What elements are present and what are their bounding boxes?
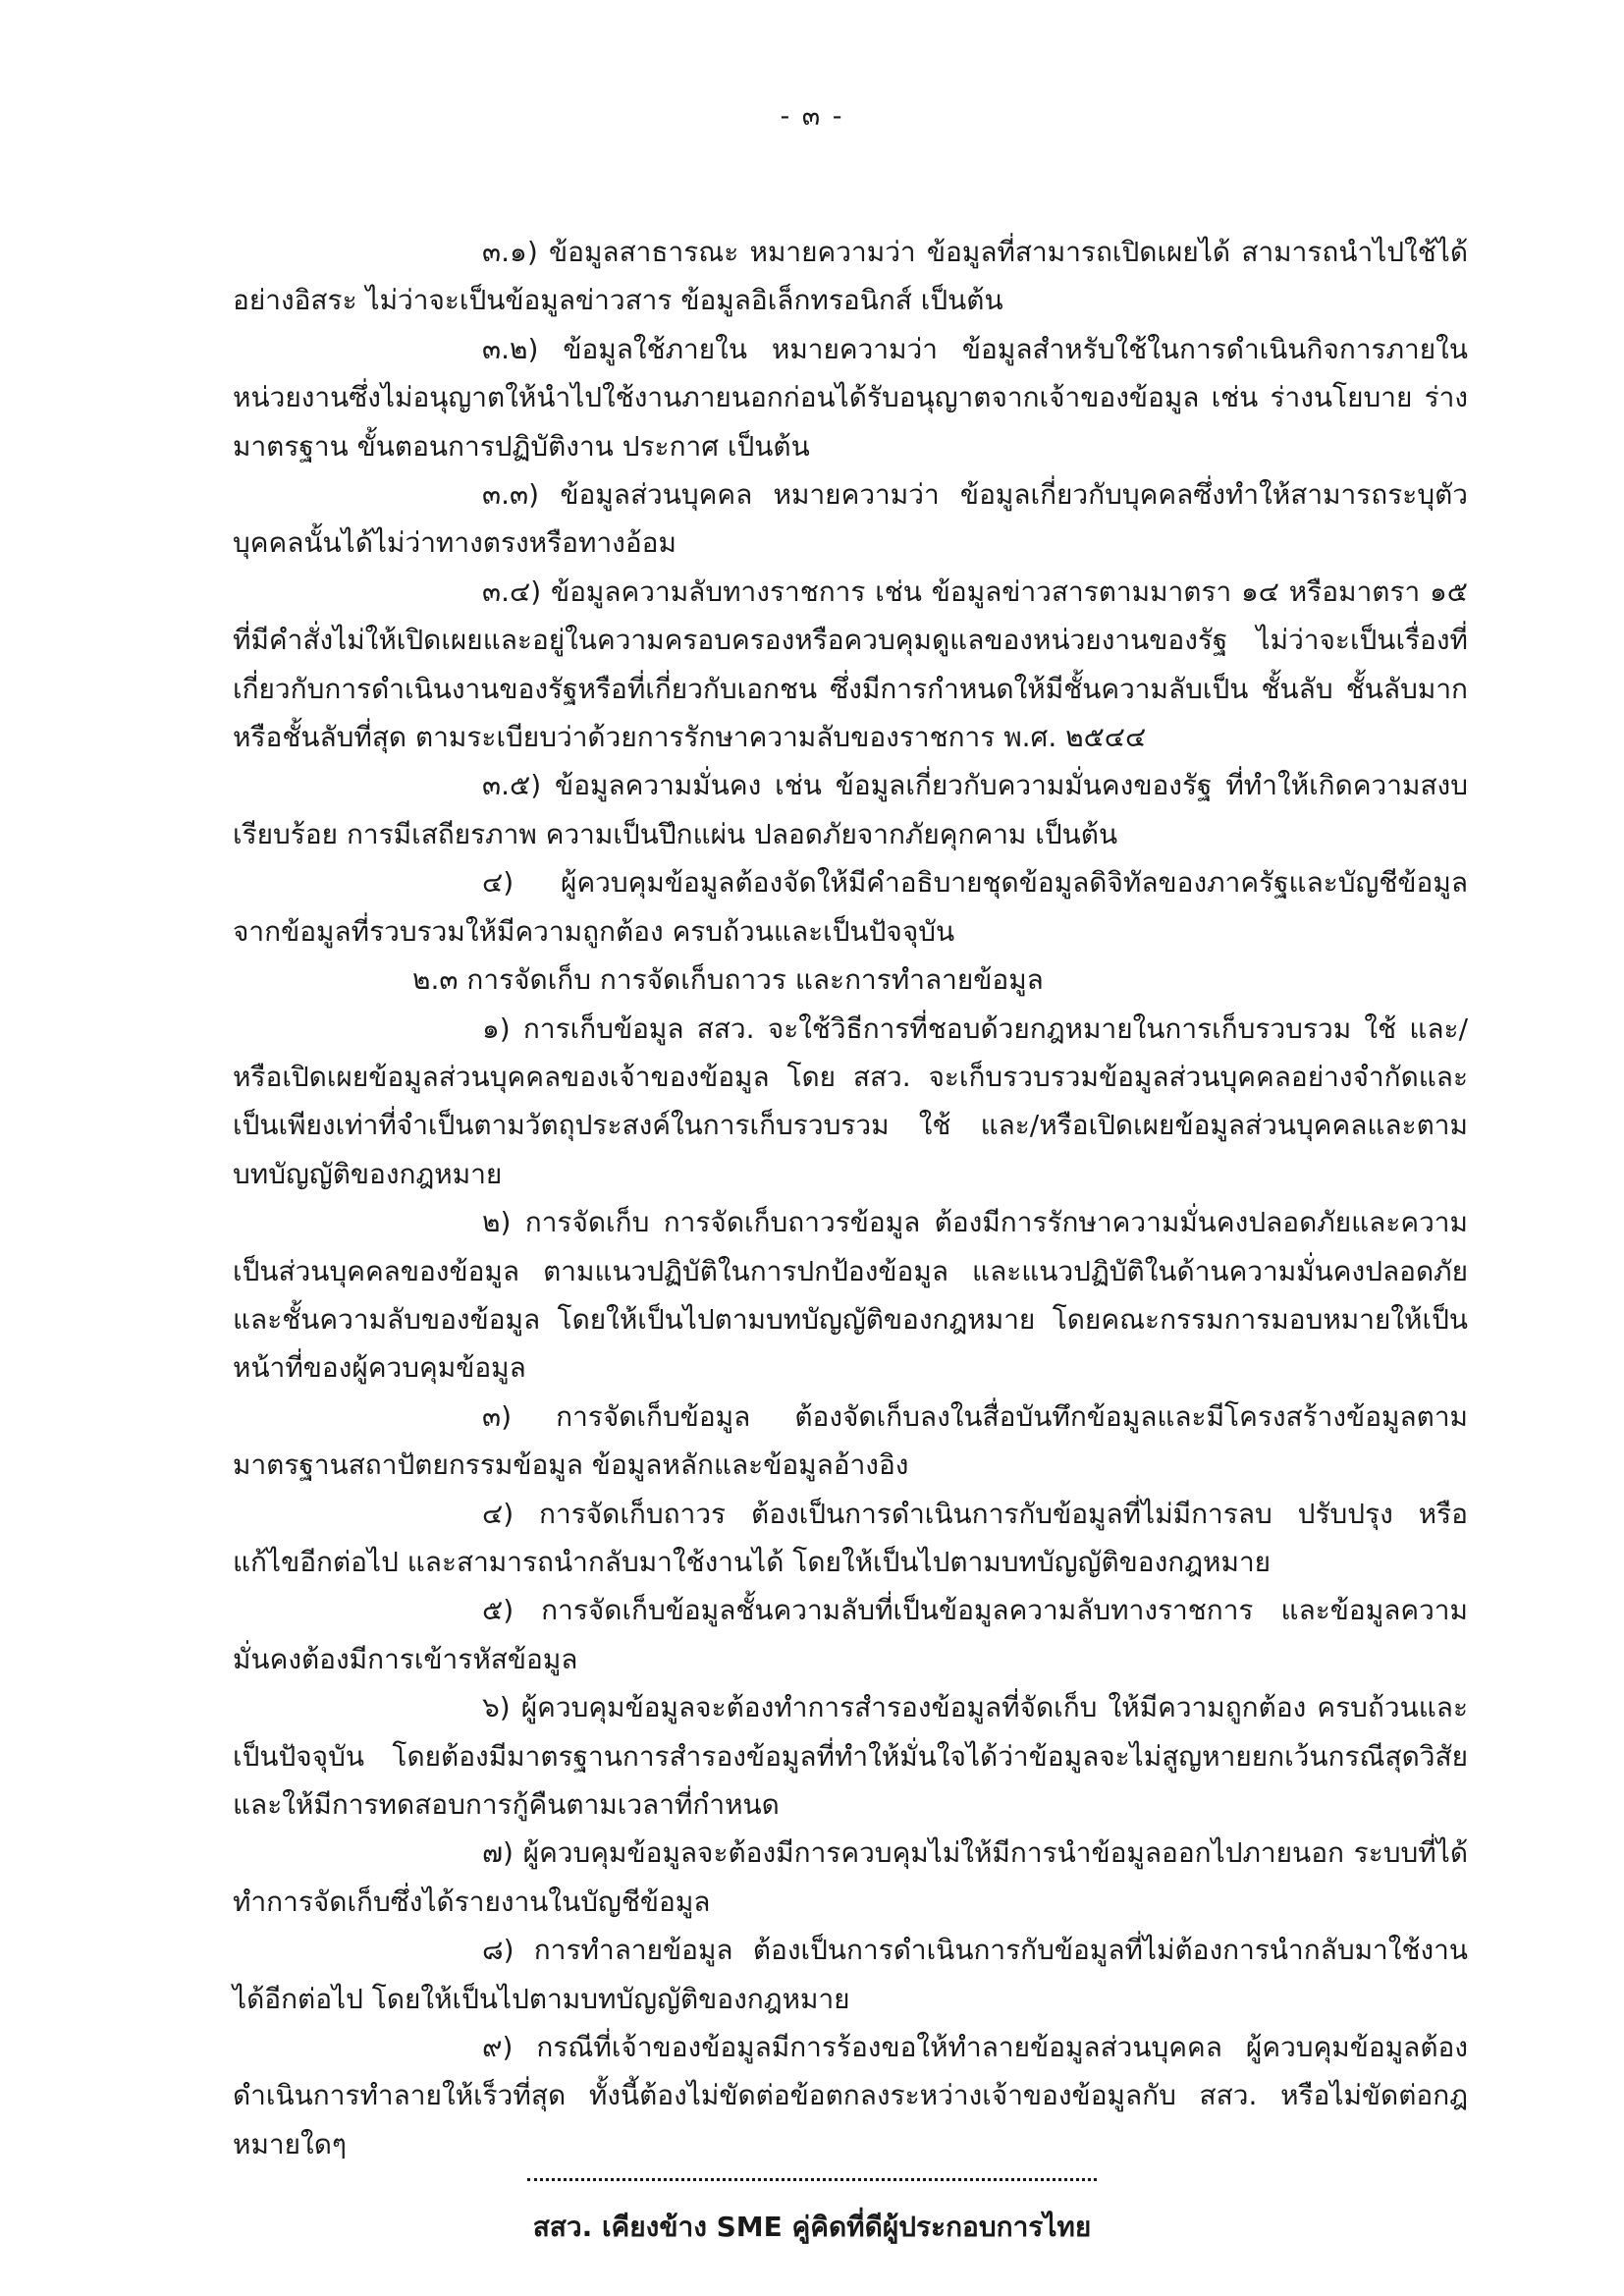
- paragraph-3-1-public-data: ๓.๑) ข้อมูลสาธารณะ หมายความว่า ข้อมูลที่สามารถเปิดเผยได้ สามารถนำไปใช้ได้อย่างอิสระ ไม่ว่าจะเป็นข้อมูลข่าวสาร ข้อมูลอิเล็กทรอนิกส์ เป็นต้น: [233, 236, 1468, 317]
- section-heading-2-3: ๒.๓ การจัดเก็บ การจัดเก็บถาวร และการทำลายข้อมูล: [412, 963, 1044, 997]
- paragraph-storage-9: ๙) กรณีที่เจ้าของข้อมูลมีการร้องขอให้ทำลายข้อมูลส่วนบุคคล ผู้ควบคุมข้อมูลต้องดำเนินการทำลายให้เร็วที่สุด ทั้งนี้ต้องไม่ขัดต่อข้อตกลงระหว่างเจ้าของข้อมูลกับ สสว. หรือไม่ขัดต่อกฎหมายใดๆ: [233, 2031, 1468, 2160]
- paragraph-storage-4: ๔) การจัดเก็บถาวร ต้องเป็นการดำเนินการกับข้อมูลที่ไม่มีการลบ ปรับปรุง หรือแก้ไขอีกต่อไป และสามารถนำกลับมาใช้งานได้ โดยให้เป็นไปตามบทบัญญัติของกฎหมาย: [233, 1497, 1468, 1578]
- paragraph-storage-3: ๓) การจัดเก็บข้อมูล ต้องจัดเก็บลงในสื่อบันทึกข้อมูลและมีโครงสร้างข้อมูลตามมาตรฐานสถาปัตยกรรมข้อมูล ข้อมูลหลักและข้อมูลอ้างอิง: [233, 1399, 1468, 1482]
- paragraph-3-4-classified-data: ๓.๔) ข้อมูลความลับทางราชการ เช่น ข้อมูลข่าวสารตามมาตรา ๑๔ หรือมาตรา ๑๕ ที่มีคำสั่งไม่ให้เปิดเผยและอยู่ในความครอบครองหรือควบคุมดูแลของหน่วยงานของรัฐ ไม่ว่าจะเป็นเรื่องที่เกี่ยวกับการดำเนินงานของรัฐหรือที่เกี่ยวกับเอกชน ซึ่งมีการกำหนดให้มีชั้นความลับเป็น ชั้นลับ ชั้นลับมาก หรือชั้นลับที่สุด ตามระเบียบว่าด้วยการรักษาความลับของราชการ พ.ศ. ๒๕๔๔: [233, 574, 1468, 754]
- paragraph-storage-2: ๒) การจัดเก็บ การจัดเก็บถาวรข้อมูล ต้องมีการรักษาความมั่นคงปลอดภัยและความเป็นส่วนบุคคลของข้อมูล ตามแนวปฏิบัติในการปกป้องข้อมูล และแนวปฏิบัติในด้านความมั่นคงปลอดภัยและชั้นความลับของข้อมูล โดยให้เป็นไปตามบทบัญญัติของกฎหมาย โดยคณะกรรมการมอบหมายให้เป็นหน้าที่ของผู้ควบคุมข้อมูล: [233, 1206, 1468, 1385]
- document-body: [233, 228, 1468, 2168]
- page-number: - ๓ -: [780, 101, 844, 132]
- paragraph-storage-6: ๖) ผู้ควบคุมข้อมูลจะต้องทำการสำรองข้อมูลที่จัดเก็บ ให้มีความถูกต้อง ครบถ้วนและเป็นปัจจุบัน โดยต้องมีมาตรฐานการสำรองข้อมูลที่ทำให้มั่นใจได้ว่าข้อมูลจะไม่สูญหายยกเว้นกรณีสุดวิสัยและให้มีการทดสอบการกู้คืนตามเวลาที่กำหนด: [233, 1691, 1468, 1821]
- paragraph-storage-8: ๘) การทำลายข้อมูล ต้องเป็นการดำเนินการกับข้อมูลที่ไม่ต้องการนำกลับมาใช้งานได้อีกต่อไป โดยให้เป็นไปตามบทบัญญัติของกฎหมาย: [233, 1934, 1468, 2015]
- paragraph-3-3-personal-data: ๓.๓) ข้อมูลส่วนบุคคล หมายความว่า ข้อมูลเกี่ยวกับบุคคลซึ่งทำให้สามารถระบุตัวบุคคลนั้นได้ไม่ว่าทางตรงหรือทางอ้อม: [233, 478, 1468, 560]
- footer-slogan: สสว. เคียงข้าง SME คู่คิดที่ดีผู้ประกอบการไทย: [532, 2211, 1092, 2243]
- paragraph-storage-5: ๕) การจัดเก็บข้อมูลชั้นความลับที่เป็นข้อมูลความลับทางราชการ และข้อมูลความมั่นคงต้องมีการเข้ารหัสข้อมูล: [233, 1594, 1468, 1675]
- paragraph-storage-7: ๗) ผู้ควบคุมข้อมูลจะต้องมีการควบคุมไม่ให้มีการนำข้อมูลออกไปภายนอก ระบบที่ได้ทำการจัดเก็บซึ่งได้รายงานในบัญชีข้อมูล: [233, 1836, 1468, 1918]
- paragraph-3-5-security-data: ๓.๕) ข้อมูลความมั่นคง เช่น ข้อมูลเกี่ยวกับความมั่นคงของรัฐ ที่ทำให้เกิดความสงบเรียบร้อย การมีเสถียรภาพ ความเป็นปึกแผ่น ปลอดภัยจากภัยคุกคาม เป็นต้น: [233, 769, 1468, 850]
- paragraph-4-data-catalog: ๔) ผู้ควบคุมข้อมูลต้องจัดให้มีคำอธิบายชุดข้อมูลดิจิทัลของภาครัฐและบัญชีข้อมูลจากข้อมูลที่รวบรวมให้มีความถูกต้อง ครบถ้วนและเป็นปัจจุบัน: [233, 866, 1468, 948]
- footer-dotted-divider: [527, 2178, 1097, 2181]
- paragraph-storage-1: ๑) การเก็บข้อมูล สสว. จะใช้วิธีการที่ชอบด้วยกฎหมายในการเก็บรวบรวม ใช้ และ/หรือเปิดเผยข้อมูลส่วนบุคคลของเจ้าของข้อมูล โดย สสว. จะเก็บรวบรวมข้อมูลส่วนบุคคลอย่างจำกัดและเป็นเพียงเท่าที่จำเป็นตามวัตถุประสงค์ในการเก็บรวบรวม ใช้ และ/หรือเปิดเผยข้อมูลส่วนบุคคลและตามบทบัญญัติของกฎหมาย: [233, 1011, 1468, 1190]
- paragraph-3-2-internal-data: ๓.๒) ข้อมูลใช้ภายใน หมายความว่า ข้อมูลสำหรับใช้ในการดำเนินกิจการภายในหน่วยงานซึ่งไม่อนุญาตให้นำไปใช้งานภายนอกก่อนได้รับอนุญาตจากเจ้าของข้อมูล เช่น ร่างนโยบาย ร่างมาตรฐาน ขั้นตอนการปฏิบัติงาน ประกาศ เป็นต้น: [233, 332, 1468, 463]
